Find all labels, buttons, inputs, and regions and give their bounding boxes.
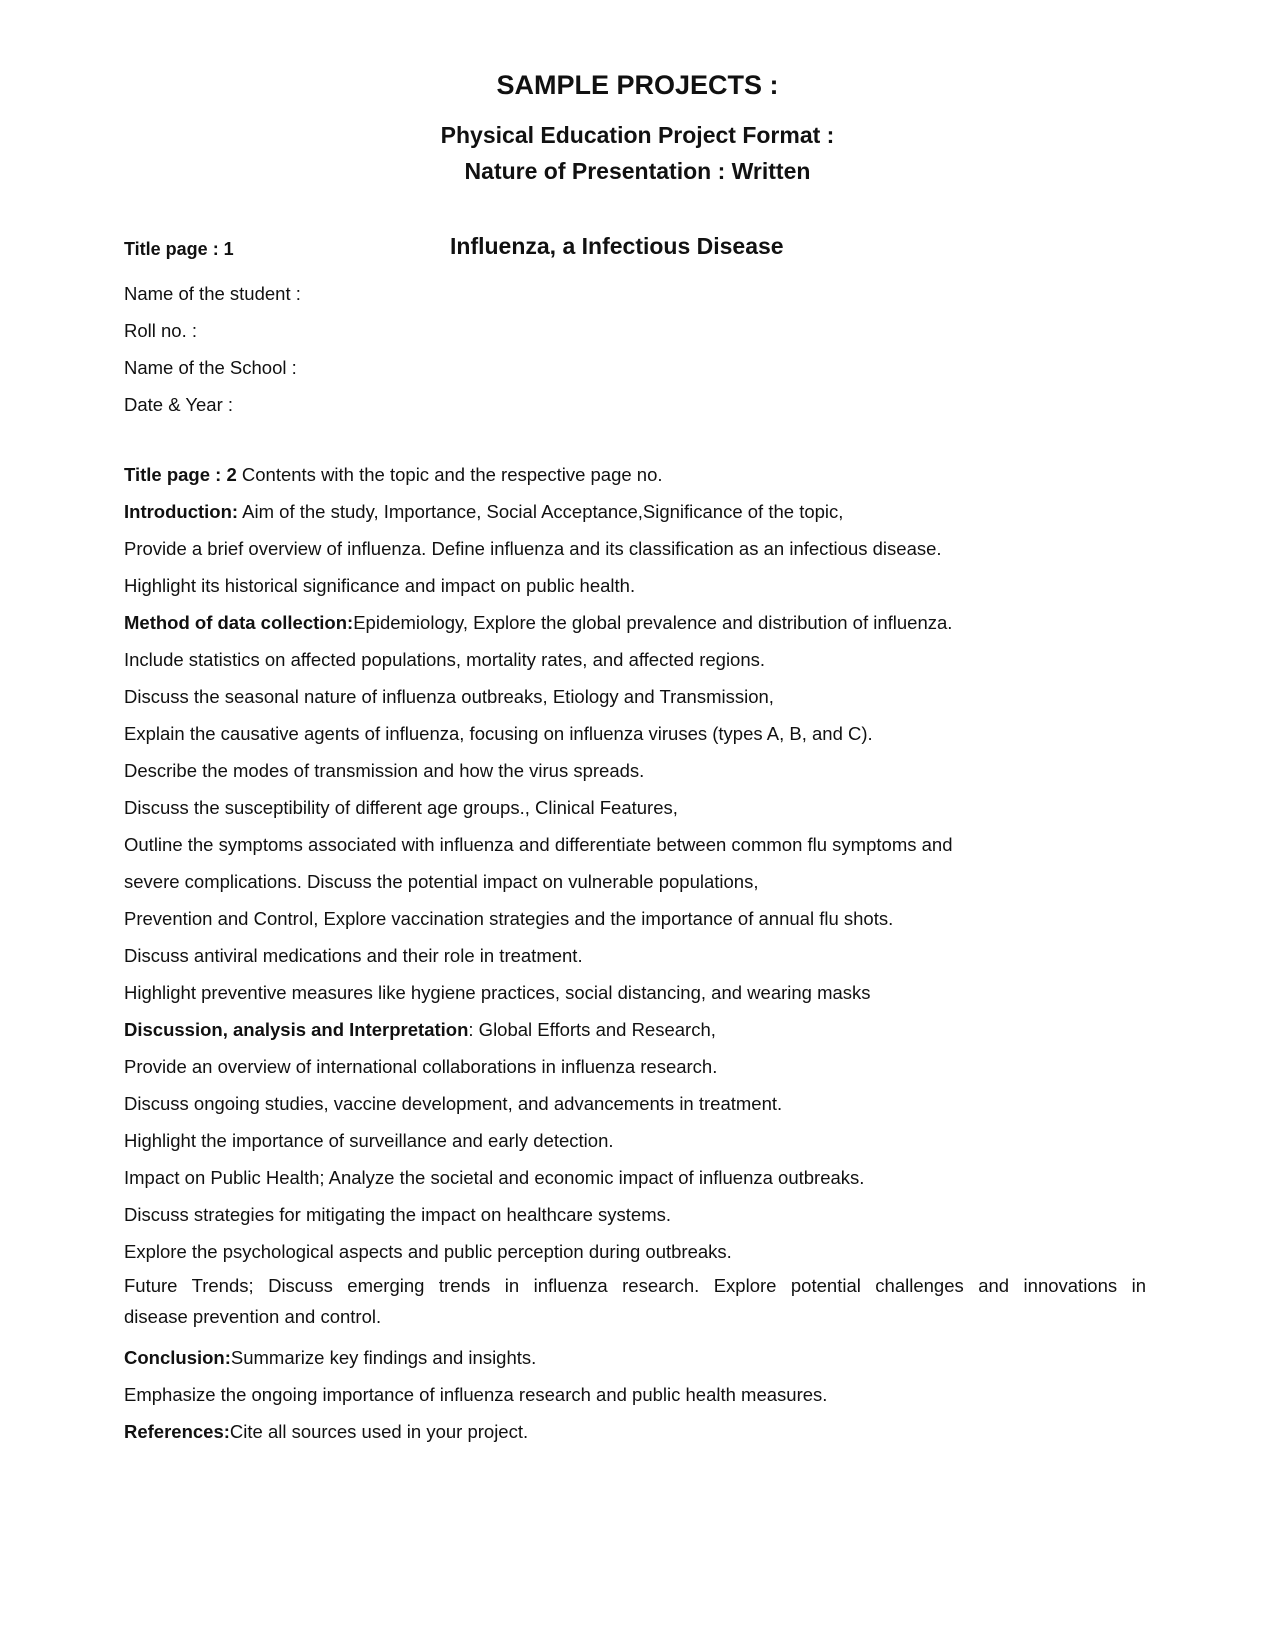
text-line: Highlight the importance of surveillance and early detection. <box>124 1130 614 1151</box>
discussion-text: : Global Efforts and Research, <box>468 1019 716 1040</box>
text-line: Highlight its historical significance and impact on public health. <box>124 575 636 596</box>
future-trends-line: Future Trends; Discuss emerging trends in influenza research. Explore potential challenges and innovations in <box>124 1275 1146 1296</box>
title-page-2-text: Contents with the topic and the respective page no. <box>236 464 663 485</box>
text-line: Explain the causative agents of influenza, focusing on influenza viruses (types A, B, and C). <box>124 723 873 744</box>
method-label: Method of data collection: <box>124 612 354 633</box>
project-outline <box>124 456 1146 1450</box>
date-year-field: Date & Year : <box>124 394 234 415</box>
text-line: Outline the symptoms associated with influenza and differentiate between common flu symptoms and <box>124 834 953 855</box>
text-line: Provide a brief overview of influenza. Define influenza and its classification as an infectious disease. <box>124 538 942 559</box>
references-text: Cite all sources used in your project. <box>229 1421 529 1442</box>
method-text: Epidemiology, Explore the global prevalence and distribution of influenza. <box>353 612 953 633</box>
references-label: References: <box>124 1421 230 1442</box>
roll-no-field: Roll no. : <box>124 320 198 341</box>
introduction-line <box>124 493 1146 530</box>
conclusion-text: Summarize key findings and insights. <box>230 1347 537 1368</box>
text-line: Prevention and Control, Explore vaccination strategies and the importance of annual flu shots. <box>124 908 894 929</box>
text-line: Discuss ongoing studies, vaccine development, and advancements in treatment. <box>124 1093 783 1114</box>
student-details-list <box>124 275 301 423</box>
text-line: Discuss the susceptibility of different age groups., Clinical Features, <box>124 797 678 818</box>
project-title: Influenza, a Infectious Disease <box>450 233 784 259</box>
introduction-text: Aim of the study, Importance, Social Acceptance,Significance of the topic, <box>238 501 844 522</box>
text-line: Include statistics on affected populations, mortality rates, and affected regions. <box>124 649 766 670</box>
text-line: Highlight preventive measures like hygiene practices, social distancing, and wearing masks <box>124 982 871 1003</box>
main-title: SAMPLE PROJECTS : <box>496 70 779 100</box>
text-line: Explore the psychological aspects and public perception during outbreaks. <box>124 1241 732 1262</box>
text-line: Provide an overview of international collaborations in influenza research. <box>124 1056 718 1077</box>
conclusion-line <box>124 1339 1146 1376</box>
title-page-2-label: Title page : 2 <box>124 464 237 485</box>
discussion-label: Discussion, analysis and Interpretation <box>124 1019 469 1040</box>
subtitle-project-format: Physical Education Project Format : <box>440 122 835 148</box>
school-name-field: Name of the School : <box>124 357 297 378</box>
text-line: Emphasize the ongoing importance of influenza research and public health measures. <box>124 1384 828 1405</box>
text-line: Describe the modes of transmission and how the virus spreads. <box>124 760 645 781</box>
subtitle-presentation: Nature of Presentation : Written <box>464 158 811 184</box>
text-line: severe complications. Discuss the potential impact on vulnerable populations, <box>124 871 759 892</box>
method-line <box>124 604 1146 641</box>
discussion-line <box>124 1011 1146 1048</box>
student-name-field: Name of the student : <box>124 283 301 304</box>
future-trends-continuation: disease prevention and control. <box>124 1306 382 1327</box>
references-line <box>124 1413 1146 1450</box>
conclusion-label: Conclusion: <box>124 1347 231 1368</box>
text-line: Discuss the seasonal nature of influenza outbreaks, Etiology and Transmission, <box>124 686 774 707</box>
introduction-label: Introduction: <box>124 501 239 522</box>
title-page-1-label: Title page : 1 <box>124 239 234 259</box>
text-line: Discuss antiviral medications and their role in treatment. <box>124 945 583 966</box>
text-line: Discuss strategies for mitigating the impact on healthcare systems. <box>124 1204 672 1225</box>
title-page-2-line <box>124 456 1146 493</box>
text-line: Impact on Public Health; Analyze the societal and economic impact of influenza outbreaks. <box>124 1167 865 1188</box>
